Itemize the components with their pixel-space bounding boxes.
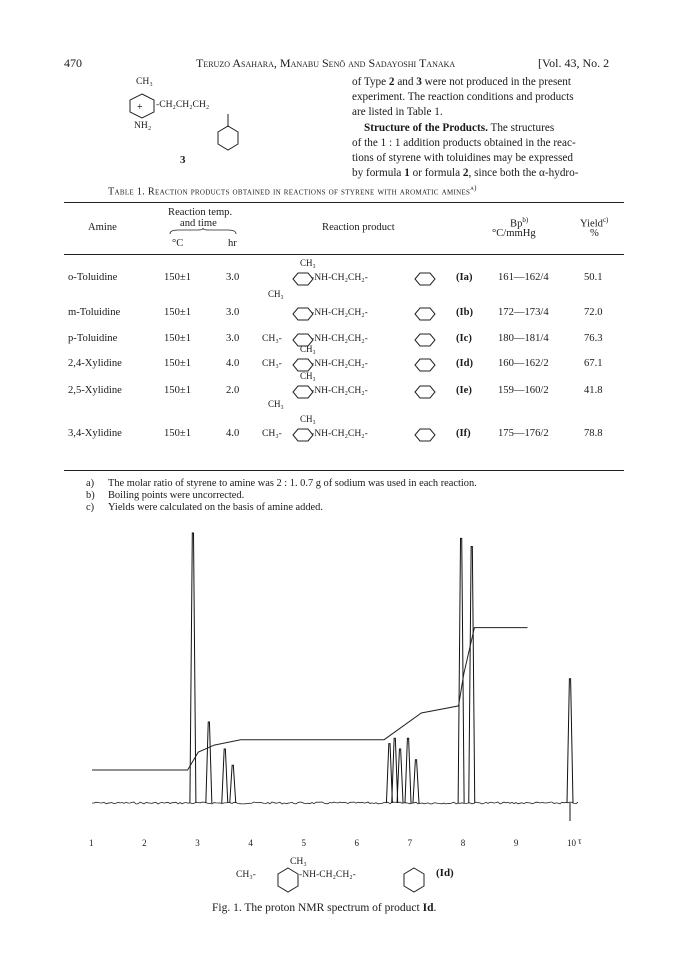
table-top-rule — [64, 202, 624, 203]
spectrum-peak — [206, 722, 212, 803]
compound-3-structure — [110, 76, 280, 176]
row-chain: -NH-CH₂CH₂- — [311, 385, 368, 396]
benzene-ring — [293, 308, 313, 320]
ch3-label: CH₃ — [136, 76, 153, 87]
row-chain: -NH-CH₂CH₂- — [311, 358, 368, 369]
phenyl-ring — [218, 126, 238, 150]
body-line: Structure of the Products. The structures — [364, 121, 555, 134]
spectrum-peak — [567, 679, 573, 803]
benzene-ring — [415, 386, 435, 398]
row-chain: -NH-CH₂CH₂- — [311, 428, 368, 439]
row-compound-id: (Ib) — [456, 307, 474, 318]
row-left-group: CH₃- — [262, 333, 282, 344]
row-boiling-point: 160—162/2 — [498, 358, 549, 369]
row-time: 3.0 — [226, 333, 240, 344]
axis-tick-label: 10 — [567, 838, 576, 848]
row-yield: 67.1 — [584, 358, 603, 369]
header-unit-celsius: °C — [172, 238, 184, 249]
header-unit-hours: hr — [228, 238, 237, 249]
row-chain: -NH-CH₂CH₂- — [311, 333, 368, 344]
page-number: 470 — [64, 56, 82, 70]
row-time: 4.0 — [226, 428, 240, 439]
row-time: 3.0 — [226, 307, 240, 318]
row-time: 2.0 — [226, 385, 240, 396]
benzene-ring — [415, 334, 435, 346]
row-left-group: CH₃- — [262, 428, 282, 439]
spectrum-peak — [458, 538, 464, 803]
nmr-spectrum-chart — [0, 530, 688, 850]
row-temperature: 150±1 — [164, 358, 192, 369]
row-amine: o-Toluidine — [68, 272, 118, 283]
header-yield: Yield$^{c)}$ — [580, 216, 609, 230]
body-line: of Type 2 and 3 were not produced in the present — [352, 76, 571, 88]
row-boiling-point: 161—162/4 — [498, 272, 549, 283]
row-time: 4.0 — [226, 358, 240, 369]
row-boiling-point: 180—181/4 — [498, 333, 549, 344]
header-temp-line2: and time — [180, 218, 217, 229]
aniline-ring — [278, 868, 298, 892]
table-caption: Table 1. Reaction products obtained in reactions of styrene with aromatic amines$^{a)}$ — [108, 184, 477, 198]
formula-left-group: CH₃- — [236, 869, 256, 880]
row-temperature: 150±1 — [164, 272, 192, 283]
axis-tick-label: 4 — [248, 838, 253, 848]
row-temperature: 150±1 — [164, 428, 192, 439]
table-notes — [86, 478, 626, 515]
spectrum-peak — [386, 744, 392, 803]
row-compound-id: (If) — [456, 428, 471, 439]
axis-tick-label: 9 — [513, 838, 519, 848]
body-line: of the 1 : 1 addition products obtained in the reac- — [352, 136, 576, 149]
figure-formula-drawing — [236, 856, 496, 896]
spectrum-peak — [392, 738, 398, 803]
row-chain: -NH-CH₂CH₂- — [311, 307, 368, 318]
benzene-ring — [293, 429, 313, 441]
benzene-ring — [415, 308, 435, 320]
nh2-label: NH₂ — [134, 120, 152, 131]
axis-tick-label: 1 — [89, 838, 94, 848]
row-amine: m-Toluidine — [68, 307, 121, 318]
spectrum-peak — [397, 749, 403, 803]
row-temperature: 150±1 — [164, 333, 192, 344]
row-upper-substituent: CH₃ — [300, 258, 316, 268]
table-header-rule — [64, 254, 624, 255]
spectrum-peak — [413, 760, 419, 803]
row-amine: 3,4-Xylidine — [68, 428, 122, 439]
running-header-volume: [Vol. 43, No. 2 — [538, 56, 610, 70]
table-bottom-rule — [64, 470, 624, 471]
row-boiling-point: 175—176/2 — [498, 428, 549, 439]
body-paragraph — [352, 75, 626, 181]
ring-plus-mark: + — [137, 102, 143, 113]
header-brace — [168, 228, 238, 236]
table-note: a) The molar ratio of styrene to amine was 2 : 1. 0.7 g of sodium was used in each reaction. — [86, 478, 477, 489]
spectrum-baseline — [92, 802, 578, 804]
header-amine: Amine — [88, 222, 117, 233]
row-chain: -NH-CH₂CH₂- — [311, 272, 368, 283]
row-upper-substituent: CH₃ — [300, 344, 316, 354]
header-product: Reaction product — [322, 222, 395, 233]
formula-id: (Id) — [436, 867, 454, 879]
formula-top-group: CH₃ — [290, 856, 307, 867]
benzene-ring — [293, 273, 313, 285]
benzene-ring — [415, 359, 435, 371]
header-bp-unit: °C/mmHg — [492, 228, 536, 239]
axis-tick-label: 2 — [142, 838, 147, 848]
benzene-ring — [415, 273, 435, 285]
formula-chain: -NH-CH₂CH₂- — [299, 869, 356, 880]
body-line: experiment. The reaction conditions and products — [352, 91, 574, 104]
propyl-chain-label: -CH₂CH₂CH₂ — [156, 99, 210, 110]
row-lower-substituent: CH₃ — [268, 399, 284, 409]
row-boiling-point: 172—173/4 — [498, 307, 549, 318]
body-line: by formula 1 or formula 2, since both the α-hydro- — [352, 167, 579, 180]
spectrum-peak — [469, 547, 475, 804]
row-amine: 2,4-Xylidine — [68, 358, 122, 369]
axis-tick-label: 5 — [301, 838, 306, 848]
header-bp: Bp$^{b)}$ — [510, 216, 529, 230]
row-compound-id: (Ia) — [456, 272, 473, 283]
row-yield: 72.0 — [584, 307, 603, 318]
row-amine: 2,5-Xylidine — [68, 385, 122, 396]
body-line: are listed in Table 1. — [352, 106, 443, 119]
body-line: tions of styrene with toluidines may be expressed — [352, 152, 573, 165]
table-note: b) Boiling points were uncorrected. — [86, 490, 245, 502]
row-left-group: CH₃- — [262, 358, 282, 369]
row-time: 3.0 — [226, 272, 240, 283]
spectrum-peak — [222, 749, 228, 803]
row-compound-id: (Ie) — [456, 385, 472, 396]
figure-caption: Fig. 1. The proton NMR spectrum of product Id. — [212, 902, 437, 914]
row-yield: 76.3 — [584, 333, 603, 344]
benzene-ring — [415, 429, 435, 441]
axis-tick-label: 7 — [407, 838, 413, 848]
spectrum-peak — [405, 738, 411, 803]
axis-tick-label: 8 — [460, 838, 466, 848]
row-upper-substituent: CH₃ — [300, 414, 316, 424]
section-heading: Structure of the Products. — [364, 121, 488, 134]
benzene-ring — [293, 359, 313, 371]
integral-curve — [92, 628, 528, 770]
row-compound-id: (Ic) — [456, 333, 472, 344]
spectrum-peak — [230, 765, 236, 803]
row-compound-id: (Id) — [456, 358, 474, 369]
row-temperature: 150±1 — [164, 385, 192, 396]
row-upper-substituent: CH₃ — [268, 289, 284, 299]
running-header-authors: Teruzo Asahara, Manabu Senō and Sadayoshi Tanaka — [196, 56, 456, 70]
compound-number: 3 — [180, 154, 186, 166]
phenyl-ring — [404, 868, 424, 892]
spectrum-peak — [190, 533, 196, 803]
figure-formula — [236, 856, 496, 896]
row-boiling-point: 159—160/2 — [498, 385, 549, 396]
row-upper-substituent: CH₃ — [300, 371, 316, 381]
header-yield-unit: % — [590, 228, 599, 239]
row-yield: 50.1 — [584, 272, 603, 283]
row-yield: 41.8 — [584, 385, 603, 396]
table-note: c) Yields were calculated on the basis of amine added. — [86, 502, 323, 514]
row-amine: p-Toluidine — [68, 333, 118, 344]
row-yield: 78.8 — [584, 428, 603, 439]
header-temp-line1: Reaction temp. — [168, 207, 233, 218]
benzene-ring — [293, 386, 313, 398]
axis-unit-tau: τ — [578, 836, 582, 846]
row-temperature: 150±1 — [164, 307, 192, 318]
axis-tick-label: 3 — [195, 838, 200, 848]
axis-tick-label: 6 — [354, 838, 360, 848]
